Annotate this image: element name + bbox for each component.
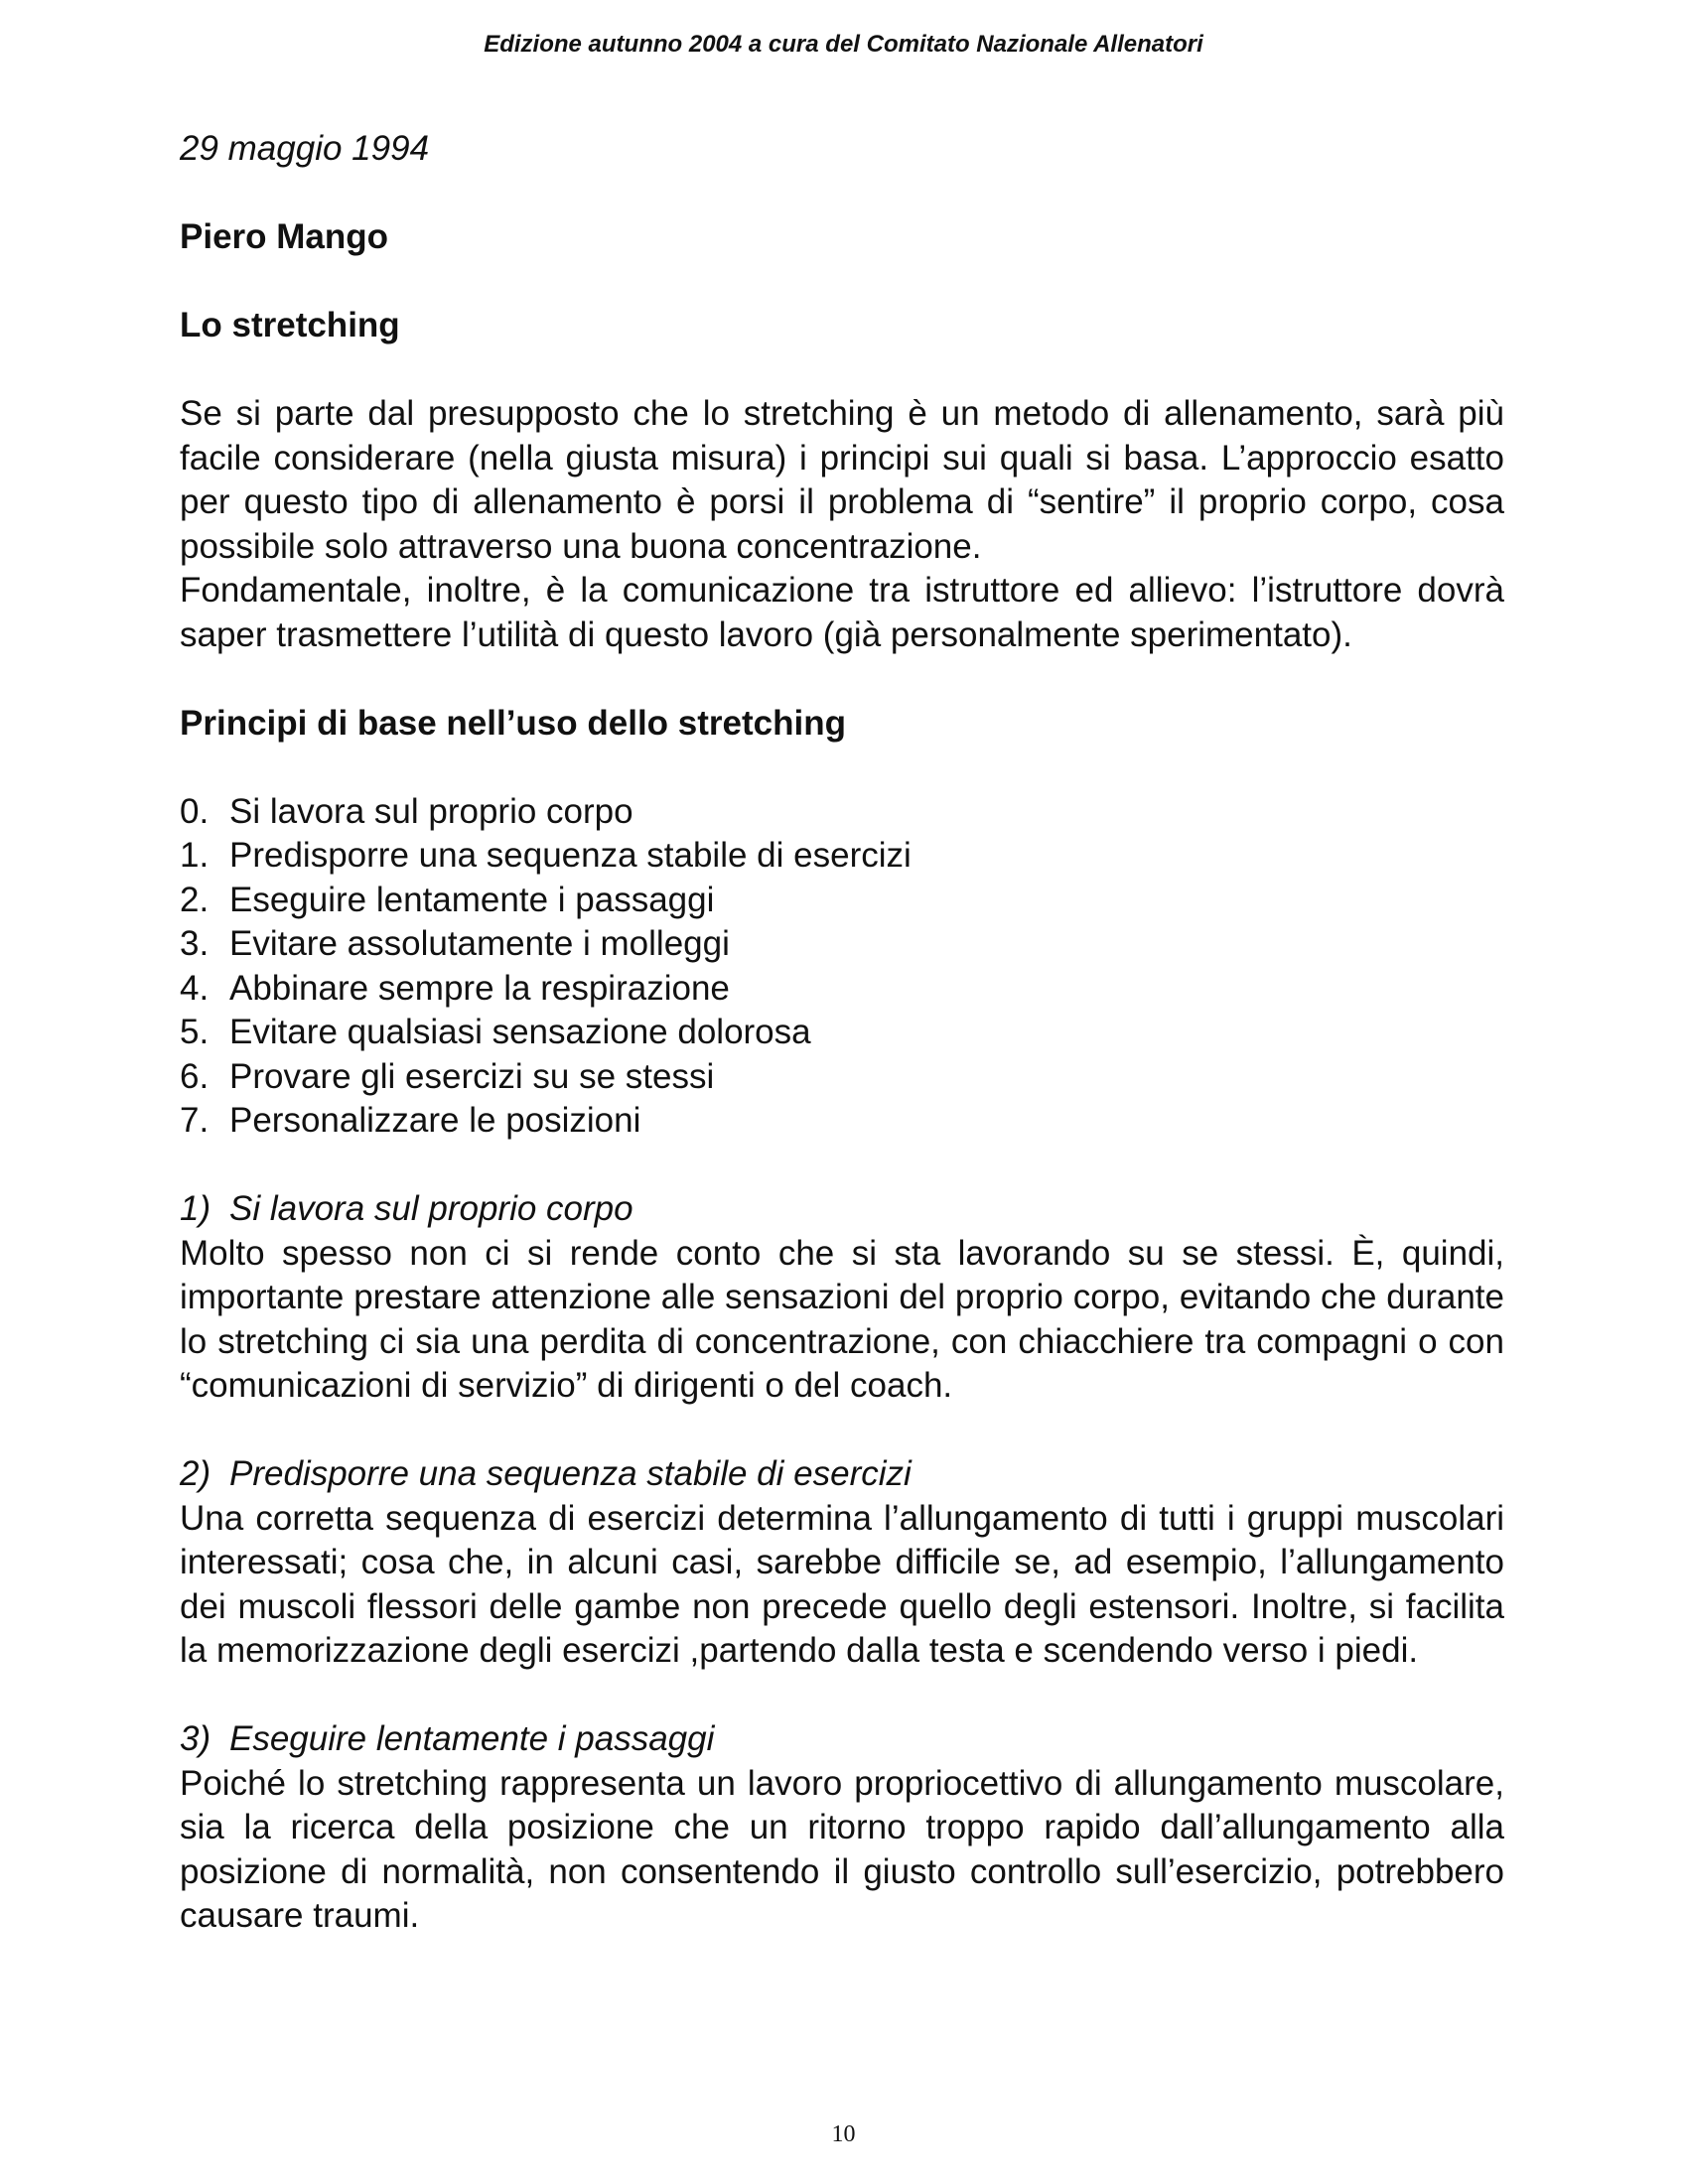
section-heading-text: Predisporre una sequenza stabile di esercizi — [229, 1454, 912, 1493]
principle-number: 4. — [180, 968, 210, 1008]
section-body: Molto spesso non ci si rende conto che si sta lavorando su se stessi. È, quindi, importante prestare attenzione alle sensazioni del proprio corpo, evitando che durante lo stretching ci sia una perdita di concentrazione, con chiacchiere tra compagni o con “comunicazioni di servizio” di dirigenti o del coach. — [180, 1233, 1504, 1405]
section-body: Poiché lo stretching rappresenta un lavoro propriocettivo di allungamento muscolare, sia la ricerca della posizione che un ritorno troppo rapido dall’allungamento alla posizione di normalità, non consentendo il giusto controllo sull’esercizio, potrebbero causare traumi. — [180, 1763, 1504, 1935]
principle-section — [180, 1717, 1504, 1939]
principle-section — [180, 1187, 1504, 1409]
intro-paragraph: Fondamentale, inoltre, è la comunicazione tra istruttore ed allievo: l’istruttore dovrà saper trasmettere l’utilità di questo lavoro (già personalmente sperimentato). — [180, 571, 1504, 654]
principle-item — [180, 879, 1504, 923]
principle-text: Evitare assolutamente i molleggi — [229, 924, 730, 963]
principle-text: Provare gli esercizi su se stessi — [229, 1056, 715, 1096]
article-date: 29 maggio 1994 — [180, 129, 430, 168]
principle-number: 7. — [180, 1101, 210, 1140]
section-heading-text: Eseguire lentamente i passaggi — [229, 1719, 715, 1758]
principle-text: Evitare qualsiasi sensazione dolorosa — [229, 1013, 811, 1051]
section-heading — [180, 1452, 1504, 1497]
principle-text: Si lavora sul proprio corpo — [229, 791, 633, 831]
principle-number: 5. — [180, 1013, 210, 1051]
principle-text: Eseguire lentamente i passaggi — [229, 880, 715, 919]
intro-paragraph: Se si parte dal presupposto che lo stretching è un metodo di allenamento, sarà più facile considerare (nella giusta misura) i principi sui quali si basa. L’approccio esatto per questo tipo di allenamento è porsi il problema di “sentire” il proprio corpo, cosa possibile solo attraverso una buona concentrazione. — [180, 394, 1504, 566]
principle-text: Personalizzare le posizioni — [229, 1101, 641, 1140]
principle-item — [180, 1011, 1504, 1055]
principle-number: 3. — [180, 924, 210, 963]
section-heading — [180, 1717, 1504, 1762]
principle-item — [180, 967, 1504, 1012]
principle-text: Abbinare sempre la respirazione — [229, 968, 730, 1008]
principle-item — [180, 1099, 1504, 1144]
article-author: Piero Mango — [180, 217, 389, 256]
principle-section — [180, 1452, 1504, 1674]
section-number: 3) — [180, 1719, 211, 1758]
principle-item — [180, 834, 1504, 879]
section-body: Una corretta sequenza di esercizi determina l’allungamento di tutti i gruppi muscolari interessati; cosa che, in alcuni casi, sarebbe difficile se, ad esempio, l’allungamento dei muscoli flessori delle gambe non precede quello degli estensori. Inoltre, si facilita la memorizzazione degli esercizi ,partendo dalla testa e scendendo verso i piedi. — [180, 1498, 1504, 1670]
running-header: Edizione autunno 2004 a cura del Comitato Nazionale Allenatori — [484, 31, 1203, 58]
article-title: Lo stretching — [180, 306, 400, 344]
principle-number: 2. — [180, 880, 210, 919]
principles-title: Principi di base nell’uso dello stretching — [180, 703, 846, 743]
section-number: 1) — [180, 1189, 211, 1228]
intro-section — [180, 392, 1504, 657]
principle-number: 6. — [180, 1056, 210, 1096]
document-body — [180, 127, 1504, 1939]
principle-item — [180, 790, 1504, 835]
section-heading-text: Si lavora sul proprio corpo — [229, 1189, 633, 1228]
principle-number: 0. — [180, 791, 210, 831]
principle-item — [180, 1055, 1504, 1100]
principles-list — [180, 790, 1504, 1144]
principle-text: Predisporre una sequenza stabile di esercizi — [229, 836, 912, 875]
principle-item — [180, 922, 1504, 967]
section-number: 2) — [180, 1454, 211, 1493]
page-number: 10 — [831, 2121, 856, 2147]
principle-number: 1. — [180, 836, 210, 875]
section-heading — [180, 1187, 1504, 1232]
